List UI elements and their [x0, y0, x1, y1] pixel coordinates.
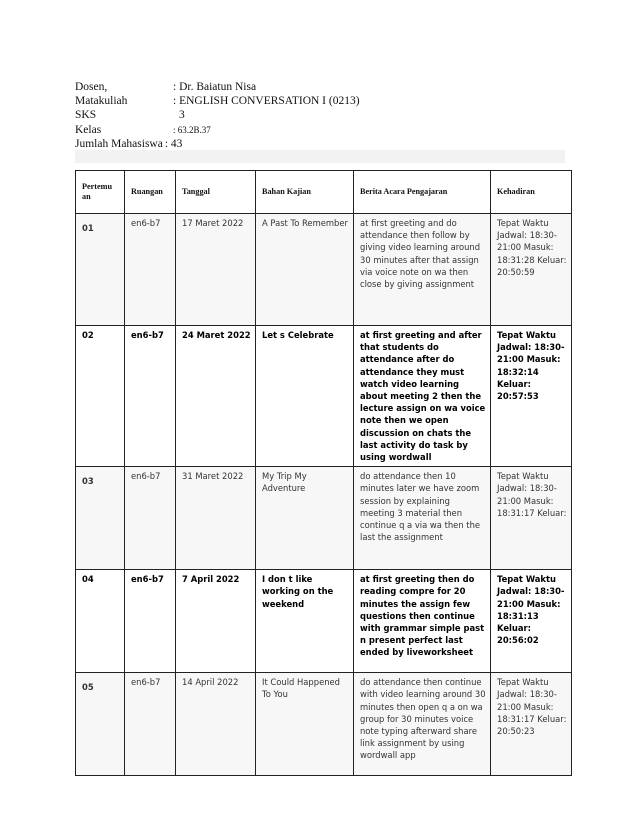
- kelas-row: [75, 123, 565, 137]
- berita-cell: do attendance then 10 minutes later we have zoom session by explaining meeting 3 material then continue q a via wa then the last the assignment: [354, 467, 491, 570]
- kelas-value: : 63.2B.37: [173, 124, 211, 135]
- table-row: [76, 467, 572, 570]
- berita-cell: at first greeting and after that students do attendance after do attendance they must watch video learning about meeting 2 then the lecture assign on wa voice note then we open discussion on chats the last activity do task by using wordwall: [354, 326, 491, 467]
- header-tanggal: Tanggal: [176, 171, 256, 214]
- sks-row: [75, 108, 565, 122]
- kelas-label: Kelas: [75, 123, 102, 136]
- berita-cell: at first greeting and do attendance then follow by giving video learning around 30 minutes after that assign via voice note on wa then close by giving assignment: [354, 214, 491, 326]
- dosen-row: [75, 80, 565, 94]
- kehadiran-cell: Tepat Waktu Jadwal: 18:30-21:00 Masuk: 18:31:17 Keluar:: [491, 467, 572, 570]
- header-pertemuan: Pertemu an: [76, 171, 125, 214]
- bahan-cell: A Past To Remember: [256, 214, 354, 326]
- kehadiran-cell: Tepat Waktu Jadwal: 18:30-21:00 Masuk: 18:32:14 Keluar: 20:57:53: [491, 326, 572, 467]
- pertemuan-cell: 02: [76, 326, 125, 467]
- tanggal-cell: 14 April 2022: [176, 673, 256, 776]
- pertemuan-cell: 01: [76, 214, 125, 326]
- table-row: [76, 673, 572, 776]
- bahan-cell: I don t like working on the weekend: [256, 570, 354, 673]
- header-ruangan: Ruangan: [125, 171, 176, 214]
- tanggal-cell: 7 April 2022: [176, 570, 256, 673]
- dosen-value: : Dr. Baiatun Nisa: [173, 81, 257, 93]
- ruangan-cell: en6-b7: [125, 214, 176, 326]
- jumlah-label: Jumlah Mahasiswa: [75, 137, 163, 150]
- sks-value: 3: [179, 109, 185, 122]
- document-header: [75, 80, 565, 151]
- bahan-cell: Let s Celebrate: [256, 326, 354, 467]
- table-row: [76, 326, 572, 467]
- matakuliah-label: Matakuliah: [75, 95, 128, 108]
- ruangan-cell: en6-b7: [125, 673, 176, 776]
- table-header-row: [76, 171, 572, 214]
- jumlah-row: [75, 137, 565, 151]
- pertemuan-cell: 05: [76, 673, 125, 776]
- table-row: [76, 570, 572, 673]
- jumlah-value: : 43: [164, 137, 183, 150]
- matakuliah-row: [75, 94, 565, 108]
- dosen-label: Dosen,: [75, 81, 108, 93]
- pertemuan-cell: 04: [76, 570, 125, 673]
- tanggal-cell: 31 Maret 2022: [176, 467, 256, 570]
- header-shade: [75, 150, 565, 163]
- pertemuan-cell: 03: [76, 467, 125, 570]
- kehadiran-cell: Tepat Waktu Jadwal: 18:30-21:00 Masuk: 18:31:17 Keluar: 20:50:23: [491, 673, 572, 776]
- kehadiran-cell: Tepat Waktu Jadwal: 18:30-21:00 Masuk: 18:31:28 Keluar: 20:50:59: [491, 214, 572, 326]
- bahan-cell: It Could Happened To You: [256, 673, 354, 776]
- ruangan-cell: en6-b7: [125, 570, 176, 673]
- ruangan-cell: en6-b7: [125, 467, 176, 570]
- berita-cell: do attendance then continue with video learning around 30 minutes then open q a on wa group for 30 minutes voice note typing afterward share link assignment by using wordwall app: [354, 673, 491, 776]
- berita-cell: at first greeting then do reading compre for 20 minutes the assign few questions then continue with grammar simple past n present perfect last ended by liveworksheet: [354, 570, 491, 673]
- ruangan-cell: en6-b7: [125, 326, 176, 467]
- matakuliah-value: : ENGLISH CONVERSATION I (0213): [173, 95, 360, 108]
- attendance-table: [75, 170, 572, 776]
- table-row: [76, 214, 572, 326]
- tanggal-cell: 24 Maret 2022: [176, 326, 256, 467]
- header-berita-acara: Berita Acara Pengajaran: [354, 171, 491, 214]
- tanggal-cell: 17 Maret 2022: [176, 214, 256, 326]
- header-bahan-kajian: Bahan Kajian: [256, 171, 354, 214]
- sks-label: SKS: [75, 109, 97, 122]
- bahan-cell: My Trip My Adventure: [256, 467, 354, 570]
- header-kehadiran: Kehadiran: [491, 171, 572, 214]
- kehadiran-cell: Tepat Waktu Jadwal: 18:30-21:00 Masuk: 18:31:13 Keluar: 20:56:02: [491, 570, 572, 673]
